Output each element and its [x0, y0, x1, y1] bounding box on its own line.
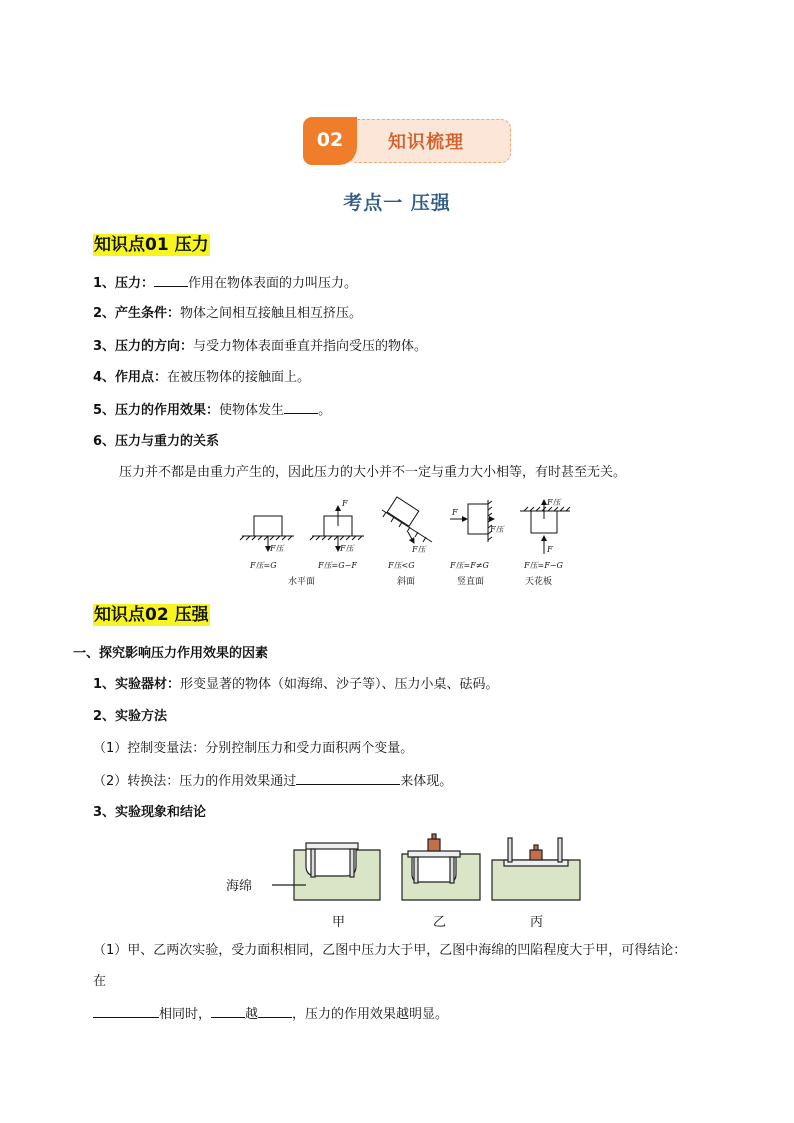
sponge-label: 海绵	[226, 879, 253, 894]
panel-vertical-wall	[450, 500, 494, 542]
section1-heading: 知识点01 压力	[94, 235, 209, 255]
s2-item-2: 2、实验方法	[93, 709, 168, 724]
caption-incline: 斜面	[397, 577, 416, 587]
caption-jia: 甲	[332, 915, 346, 930]
relation-2: F压=G−F	[318, 561, 357, 570]
fig-label-fpress-1: F压	[270, 544, 284, 553]
conclusion-line3: 相同时， 越 ，压力的作用效果越明显。	[93, 1005, 448, 1024]
s2-item-3: （1）控制变量法：分别控制压力和受力面积两个变量。	[93, 741, 414, 756]
fig-label-fpress-5: F压	[547, 498, 561, 507]
panel-incline	[382, 497, 432, 543]
caption-vertical: 竖直面	[457, 577, 485, 587]
fig-label-f-4: F	[452, 508, 458, 517]
relation-5: F压=F−G	[524, 561, 563, 570]
s1-item-2: 2、产生条件：物体之间相互接触且相互挤压。	[93, 306, 363, 321]
relation-4: F压=F≠G	[450, 561, 489, 570]
caption-yi: 乙	[433, 915, 447, 930]
s1-item-5: 5、压力的作用效果：使物体发生 。	[93, 403, 332, 418]
s1-paragraph: 压力并不都是由重力产生的，因此压力的大小并不一定与重力大小相等，有时甚至无关。	[119, 465, 627, 480]
conclusion-line1: （1）甲、乙两次实验，受力面积相同，乙图中压力大于甲，乙图中海绵的凹陷程度大于甲，可得结论：	[93, 943, 687, 958]
s2-item-5: 3、实验现象和结论	[93, 805, 207, 820]
s2-item-1: 1、实验器材：形变显著的物体（如海绵、沙子等）、压力小桌、砝码。	[93, 677, 499, 692]
sponge-panel-bing	[492, 838, 580, 900]
badge-label: 知识梳理	[388, 132, 464, 153]
s2-item-4: （2）转换法：压力的作用效果通过 来体现。	[93, 774, 453, 789]
s1-item-6: 6、压力与重力的关系	[93, 434, 220, 449]
caption-horizontal: 水平面	[288, 577, 316, 587]
fig-label-fpress-3: F压	[412, 545, 426, 554]
fig-label-fpress-4: F压	[490, 525, 504, 534]
fig-label-fpress-2: F压	[340, 544, 354, 553]
pressure-gravity-figure	[236, 496, 570, 590]
sponge-panel-jia	[272, 843, 380, 900]
caption-bing: 丙	[530, 915, 544, 930]
sponge-experiment-figure	[222, 832, 584, 930]
caption-ceiling: 天花板	[525, 577, 553, 587]
s1-item-1: 1、压力： 作用在物体表面的力叫压力。	[93, 276, 358, 291]
s1-item-4: 4、作用点：在被压物体的接触面上。	[93, 370, 311, 385]
section2-heading: 知识点02 压强	[94, 605, 209, 625]
panel-ceiling	[520, 500, 570, 554]
relation-3: F压<G	[388, 561, 415, 570]
section-badge	[303, 117, 511, 165]
fig-label-f-5: F	[547, 545, 553, 554]
fig-label-f-2: F	[342, 499, 348, 508]
panel-horizontal	[240, 516, 294, 551]
badge-label-box	[347, 119, 511, 163]
page-title: 考点一 压强	[343, 192, 451, 214]
sponge-panel-yi	[402, 834, 480, 900]
s1-item-3: 3、压力的方向：与受力物体表面垂直并指向受压的物体。	[93, 339, 428, 354]
s2-subheading: 一、探究影响压力作用效果的因素	[73, 646, 269, 661]
relation-1: F压=G	[250, 561, 277, 570]
conclusion-line2: 在	[93, 974, 107, 989]
badge-number: 02	[303, 117, 357, 165]
panel-horizontal-pulled	[310, 506, 364, 551]
